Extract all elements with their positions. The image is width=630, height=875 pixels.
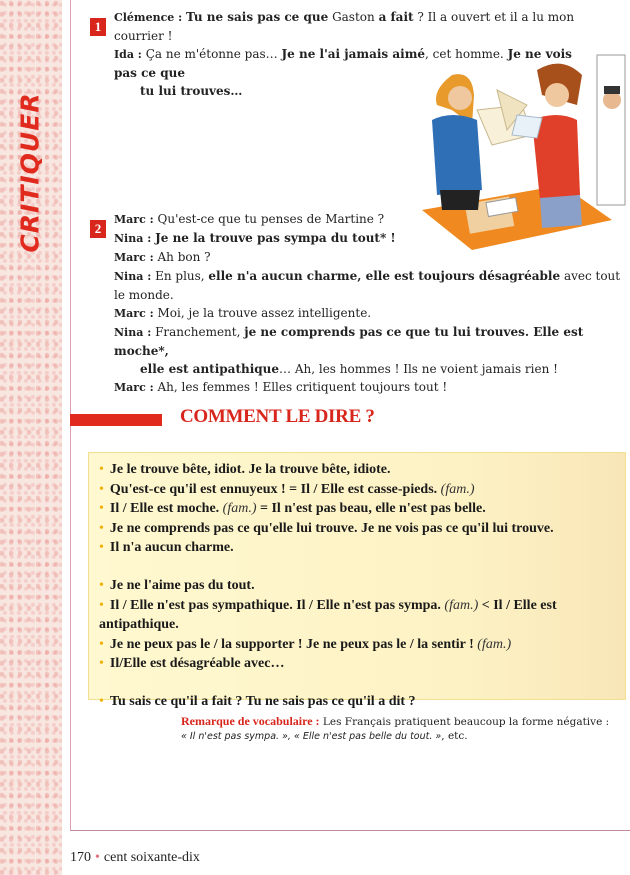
phrase-item bbox=[99, 635, 625, 655]
phrase-item bbox=[99, 460, 625, 480]
register-tag: (fam.) bbox=[222, 501, 257, 517]
phrase-item bbox=[99, 692, 625, 712]
phrase-text: = Il n'est pas beau, elle n'est pas belle. bbox=[256, 501, 486, 517]
dialogue-2-number: 2 bbox=[90, 220, 106, 238]
dialogue-line bbox=[114, 267, 630, 304]
phrase-text: Il/Elle est désagréable avec… bbox=[109, 656, 285, 672]
note-examples: « Il n'est pas sympa. », « Elle n'est pas belle du tout. » bbox=[181, 731, 442, 742]
speaker-name: Marc : bbox=[114, 381, 154, 394]
sidebar-title bbox=[8, 92, 52, 253]
line-text: je ne comprends pas ce que tu lui trouves. Elle est moche*, bbox=[114, 325, 584, 358]
dialogue-2 bbox=[114, 210, 630, 397]
chapter-title: CRITIQUER bbox=[15, 92, 45, 253]
phrase-item bbox=[99, 654, 625, 674]
speaker-name: Nina : bbox=[114, 270, 152, 283]
page-number: 170 bbox=[70, 850, 91, 865]
line-text: avec tout le monde. bbox=[114, 269, 621, 302]
phrase-text: < Il / Elle est antipathique. bbox=[99, 597, 557, 633]
phrase-item bbox=[99, 576, 625, 596]
line-text: elle est antipathique bbox=[140, 362, 280, 376]
vocab-note bbox=[181, 714, 609, 744]
register-tag: (fam.) bbox=[477, 636, 512, 652]
line-text: Qu'est-ce que tu penses de Martine ? bbox=[157, 212, 385, 226]
line-text: a fait bbox=[378, 10, 414, 24]
register-tag: (fam.) bbox=[444, 597, 479, 613]
line-text: … Ah, les hommes ! Ils ne voient jamais rien ! bbox=[279, 362, 558, 376]
line-text: tu lui trouves… bbox=[140, 84, 243, 98]
dialogue-line bbox=[114, 360, 630, 378]
line-text: elle n'a aucun charme, elle est toujours désagréable bbox=[208, 269, 561, 283]
dialogue-line bbox=[114, 210, 630, 229]
note-text: Les Français pratiquent beaucoup la forme négative : bbox=[319, 716, 610, 728]
bullet-icon: • bbox=[95, 850, 100, 865]
line-text: Ça ne m'étonne pas… bbox=[145, 47, 282, 61]
line-text: Franchement, bbox=[155, 325, 245, 339]
speaker-name: Ida : bbox=[114, 48, 142, 61]
phrase-text: Il / Elle est moche. bbox=[109, 501, 223, 517]
dialogue-line bbox=[114, 323, 630, 360]
phrases-list bbox=[89, 453, 625, 712]
phrase-item bbox=[99, 538, 625, 558]
dialogue-line bbox=[114, 378, 630, 397]
dialogue-line bbox=[114, 248, 630, 267]
line-text: Ah, les femmes ! Elles critiquent toujours tout ! bbox=[157, 380, 448, 394]
speaker-name: Nina : bbox=[114, 326, 152, 339]
line-text: Tu ne sais pas ce que bbox=[185, 10, 329, 24]
phrase-text: Je ne l'aime pas du tout. bbox=[109, 577, 255, 593]
sidebar bbox=[0, 0, 62, 875]
dialogue-line bbox=[114, 8, 594, 45]
phrase-item bbox=[99, 596, 625, 635]
note-suffix: , etc. bbox=[441, 730, 468, 742]
speaker-name: Nina : bbox=[114, 232, 152, 245]
line-text: Moi, je la trouve assez intelligente. bbox=[157, 306, 372, 320]
line-text: En plus, bbox=[155, 269, 209, 283]
phrases-box bbox=[88, 452, 626, 709]
line-text: Je ne l'ai jamais aimé bbox=[281, 47, 426, 61]
phrase-text: Il n'a aucun charme. bbox=[109, 540, 234, 556]
phrase-item bbox=[99, 480, 625, 500]
line-text: Ah bon ? bbox=[157, 250, 211, 264]
line-text: Je ne la trouve pas sympa du tout* ! bbox=[155, 231, 396, 245]
page-footer bbox=[70, 850, 200, 866]
dialogue-1-number: 1 bbox=[90, 18, 106, 36]
phrase-text: Tu sais ce qu'il a fait ? Tu ne sais pas ce qu'il a dit ? bbox=[109, 693, 416, 709]
dialogue-line bbox=[114, 304, 630, 323]
register-tag: (fam.) bbox=[440, 481, 475, 497]
phrase-item bbox=[99, 499, 625, 519]
phrase-text: Qu'est-ce qu'il est ennuyeux ! = Il / Elle est casse-pieds. bbox=[109, 481, 441, 497]
note-label: Remarque de vocabulaire : bbox=[181, 714, 320, 728]
line-text: , cet homme. bbox=[425, 47, 508, 61]
line-text: Je ne vois pas ce que bbox=[114, 47, 572, 80]
phrase-text: Il / Elle n'est pas sympathique. Il / Elle n'est pas sympa. bbox=[109, 597, 445, 613]
dialogue-line bbox=[114, 229, 630, 248]
speaker-name: Clémence : bbox=[114, 11, 183, 24]
phrase-item bbox=[99, 519, 625, 539]
line-text: Gaston bbox=[328, 10, 379, 24]
phrase-text: Je ne peux pas le / la supporter ! Je ne peux pas le / la sentir ! bbox=[109, 636, 478, 652]
speaker-name: Marc : bbox=[114, 307, 154, 320]
section-bar-decoration bbox=[70, 414, 162, 426]
line-text: ? Il a ouvert et il a lu mon courrier ! bbox=[114, 10, 575, 43]
section-title: COMMENT LE DIRE ? bbox=[180, 406, 375, 427]
page-number-words: cent soixante-dix bbox=[103, 850, 200, 865]
speaker-name: Marc : bbox=[114, 251, 154, 264]
phrase-text: Je le trouve bête, idiot. Je la trouve bête, idiote. bbox=[109, 462, 391, 477]
phrase-text: Je ne comprends pas ce qu'elle lui trouve. Je ne vois pas ce qu'il lui trouve. bbox=[109, 520, 554, 536]
speaker-name: Marc : bbox=[114, 213, 154, 226]
